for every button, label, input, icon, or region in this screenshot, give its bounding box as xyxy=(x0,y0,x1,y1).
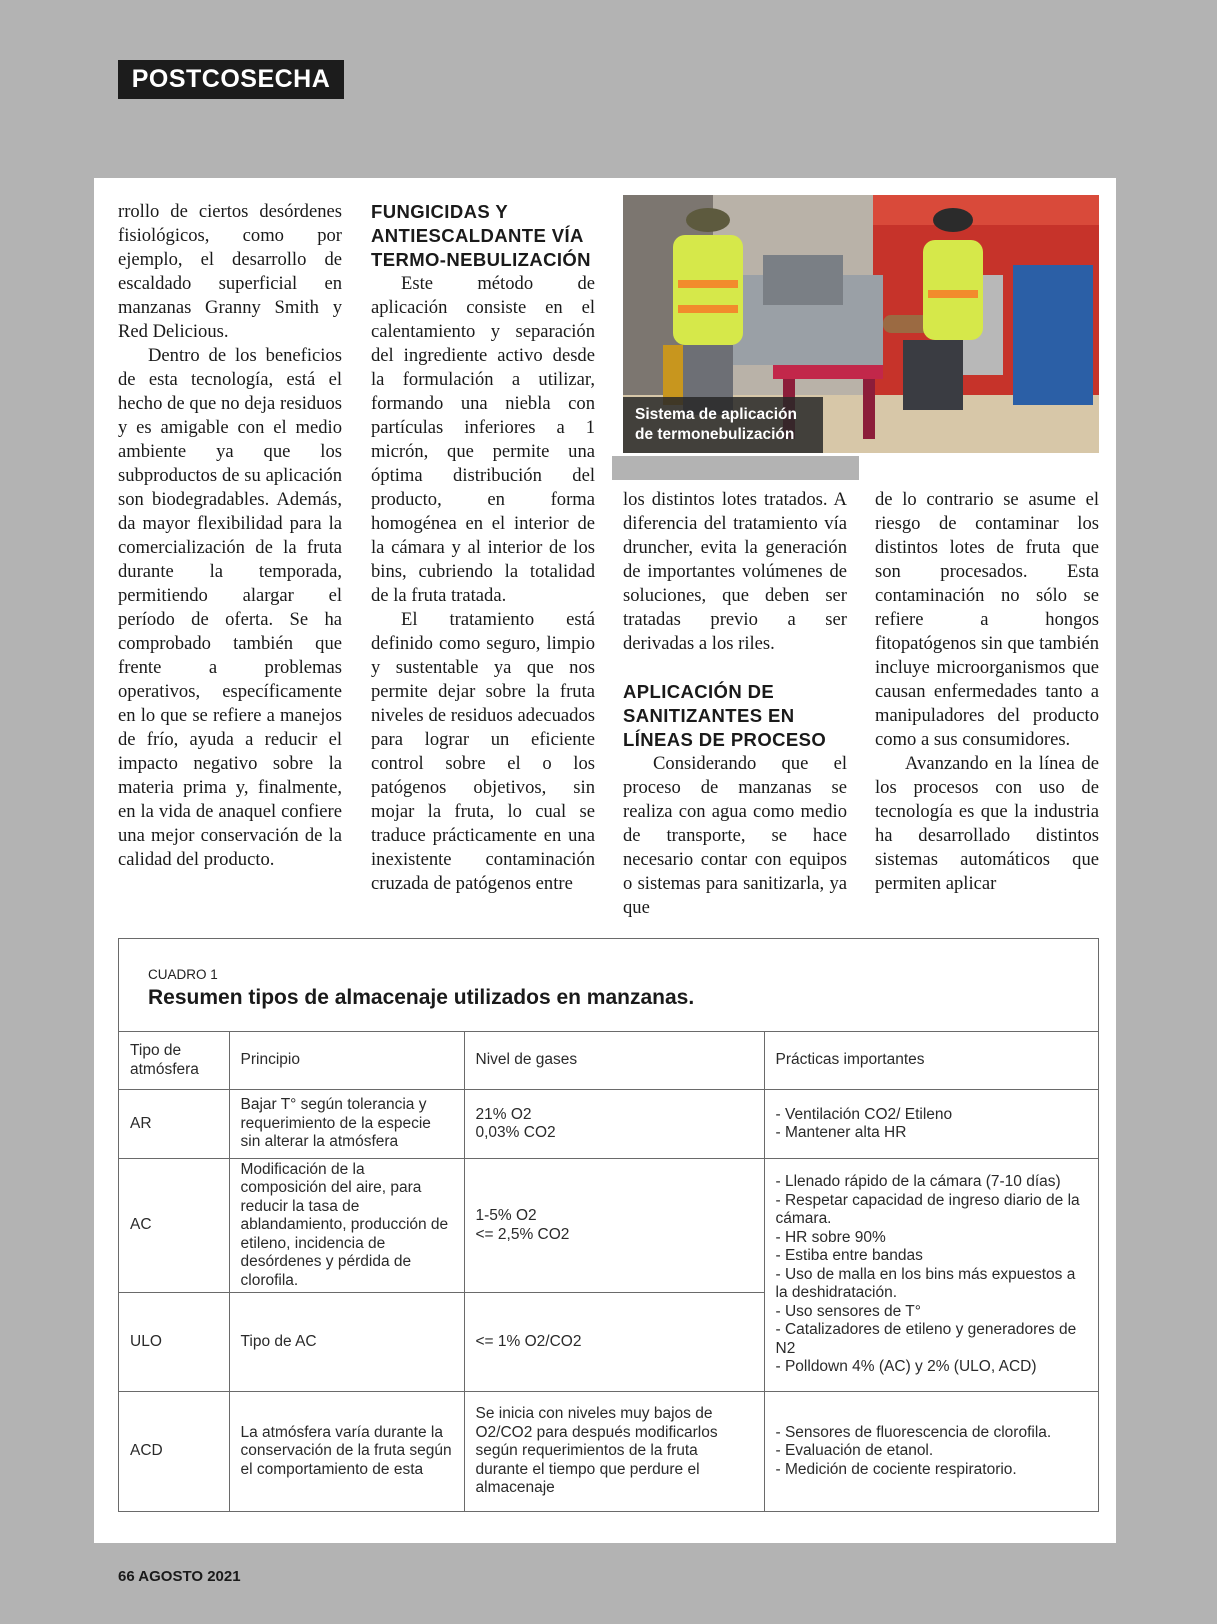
article-column-4 xyxy=(875,488,1099,896)
cell-principio: Modificación de la composición del aire, para reducir la tasa de ablandamiento, producción de etileno, incidencia de desórdenes y pérdida de clorofila. xyxy=(229,1159,464,1293)
nivel-line: <= 2,5% CO2 xyxy=(475,1225,570,1243)
paragraph: Considerando que el proceso de manzanas se realiza con agua como medio de transporte, se hace necesario contar con equipos o sistemas para sanitizarla, ya que xyxy=(623,753,847,918)
table-row xyxy=(119,1159,1098,1293)
cell-nivel: Se inicia con niveles muy bajos de O2/CO2 para después modificarlos según requerimientos de la fruta durante el tiempo que perdure el almacenaje xyxy=(464,1392,764,1511)
practica-line: - Polldown 4% (AC) y 2% (ULO, ACD) xyxy=(775,1358,1037,1376)
cell-practicas xyxy=(764,1159,1098,1392)
practica-line: - Uso sensores de T° xyxy=(775,1302,921,1320)
header-tipo-line: atmósfera xyxy=(130,1060,199,1078)
table-row xyxy=(119,1090,1098,1159)
nivel-line: 0,03% CO2 xyxy=(475,1124,556,1141)
practica-line: - Ventilación CO2/ Etileno xyxy=(775,1105,953,1123)
practica-line: - Uso de malla en los bins más expuestos a la deshidratación. xyxy=(775,1265,1076,1302)
header-nivel: Nivel de gases xyxy=(464,1032,764,1090)
paragraph: Avanzando en la línea de los procesos con uso de tecnología es que la industria ha desarrollado distintos sistemas automáticos que permiten aplicar xyxy=(875,753,1099,894)
article-column-3 xyxy=(623,488,847,920)
storage-table-box xyxy=(118,938,1099,1512)
table-header-row xyxy=(119,1032,1098,1090)
cell-tipo: AC xyxy=(119,1159,229,1293)
page-footer: 66 AGOSTO 2021 xyxy=(118,1568,241,1585)
cell-principio: La atmósfera varía durante la conservación de la fruta según el comportamiento de esta xyxy=(229,1392,464,1511)
article-photo xyxy=(623,195,1099,453)
paragraph: de lo contrario se asume el riesgo de contaminar los distintos lotes de fruta que son procesados. Esta contaminación no sólo se refiere a hongos fitopatógenos sin que también incluye microorganismos que causan enfermedades tanto a manipuladores del producto como a sus consumidores. xyxy=(875,489,1099,750)
photo-caption xyxy=(623,397,823,453)
paragraph: rrollo de ciertos desórdenes fisiológicos, como por ejemplo, el desarrollo de escaldado superficial en manzanas Granny Smith y Red Delicious. xyxy=(118,201,342,342)
cell-nivel: <= 1% O2/CO2 xyxy=(464,1293,764,1392)
practica-line: - Estiba entre bandas xyxy=(775,1247,923,1265)
storage-table xyxy=(119,1031,1098,1511)
cell-practicas xyxy=(764,1090,1098,1159)
practica-line: - Sensores de fluorescencia de clorofila. xyxy=(775,1423,1052,1441)
article-column-2 xyxy=(371,200,595,896)
paragraph: El tratamiento está definido como seguro, limpio y sustentable ya que nos permite dejar sobre la fruta niveles de residuos adecuados para lograr un eficiente control sobre el o los patógenos objetivos, sin mojar la fruta, lo cual se traduce prácticamente en una inexistente contaminación cruzada de patógenos entre xyxy=(371,609,595,894)
header-principio: Principio xyxy=(229,1032,464,1090)
practica-line: - Mantener alta HR xyxy=(775,1124,907,1141)
cell-practicas xyxy=(764,1392,1098,1511)
article-column-1 xyxy=(118,200,342,872)
table-kicker: CUADRO 1 xyxy=(148,967,218,982)
caption-line: de termonebulización xyxy=(635,426,795,443)
section-heading: FUNGICIDAS Y ANTIESCALDANTE VÍA TERMO-NEBULIZACIÓN xyxy=(371,201,591,270)
cell-tipo: ULO xyxy=(119,1293,229,1392)
practica-line: - Evaluación de etanol. xyxy=(775,1442,934,1459)
practica-line: - Medición de cociente respiratorio. xyxy=(775,1460,1017,1478)
caption-line: Sistema de aplicación xyxy=(635,406,797,423)
cell-nivel xyxy=(464,1159,764,1293)
paragraph: Dentro de los beneficios de esta tecnología, está el hecho de que no deja residuos y es amigable con el medio ambiente ya que los subproductos de su aplicación son biodegradables. Además, da mayor flexibilidad para la comercialización de la fruta durante la temporada, permitiendo alargar el período de oferta. Se ha comprobado también que frente a problemas operativos, específicamente en lo que se refiere a manejos de frío, ayuda a reducir el impacto negativo sobre la materia prima y, finalmente, en la vida de anaquel confiere una mejor conservación de la calidad del producto. xyxy=(118,345,342,870)
cell-principio: Bajar T° según tolerancia y requerimiento de la especie sin alterar la atmósfera xyxy=(229,1090,464,1159)
decorative-bar xyxy=(612,456,859,480)
nivel-line: 21% O2 xyxy=(475,1105,532,1123)
practica-line: - HR sobre 90% xyxy=(775,1228,886,1246)
paragraph: los distintos lotes tratados. A diferencia del tratamiento vía druncher, evita la generación de importantes volúmenes de soluciones, que deben ser tratadas previo a ser derivadas a los riles. xyxy=(623,489,847,654)
header-tipo-line: Tipo de xyxy=(130,1042,182,1059)
header-practicas: Prácticas importantes xyxy=(764,1032,1098,1090)
table-title: Resumen tipos de almacenaje utilizados en manzanas. xyxy=(148,986,695,1009)
nivel-line: 1-5% O2 xyxy=(475,1207,537,1224)
paragraph: Este método de aplicación consiste en el calentamiento y separación del ingrediente activo desde la formulación a utilizar, formando una niebla con partículas inferiores a 1 micrón, que permite una óptima distribución del producto, en forma homogénea en el interior de la cámara y al interior de los bins, cubriendo la totalidad de la fruta tratada. xyxy=(371,273,595,606)
practica-line: - Llenado rápido de la cámara (7-10 días) xyxy=(775,1173,1061,1191)
header-tipo xyxy=(119,1032,229,1090)
cell-principio: Tipo de AC xyxy=(229,1293,464,1392)
section-heading: APLICACIÓN DE SANITIZANTES EN LÍNEAS DE PROCESO xyxy=(623,681,827,750)
cell-tipo: ACD xyxy=(119,1392,229,1511)
table-row xyxy=(119,1392,1098,1511)
practica-line: - Respetar capacidad de ingreso diario de la cámara. xyxy=(775,1191,1080,1228)
cell-nivel xyxy=(464,1090,764,1159)
cell-tipo: AR xyxy=(119,1090,229,1159)
section-tag: POSTCOSECHA xyxy=(118,60,344,99)
practica-line: - Catalizadores de etileno y generadores de N2 xyxy=(775,1321,1077,1357)
